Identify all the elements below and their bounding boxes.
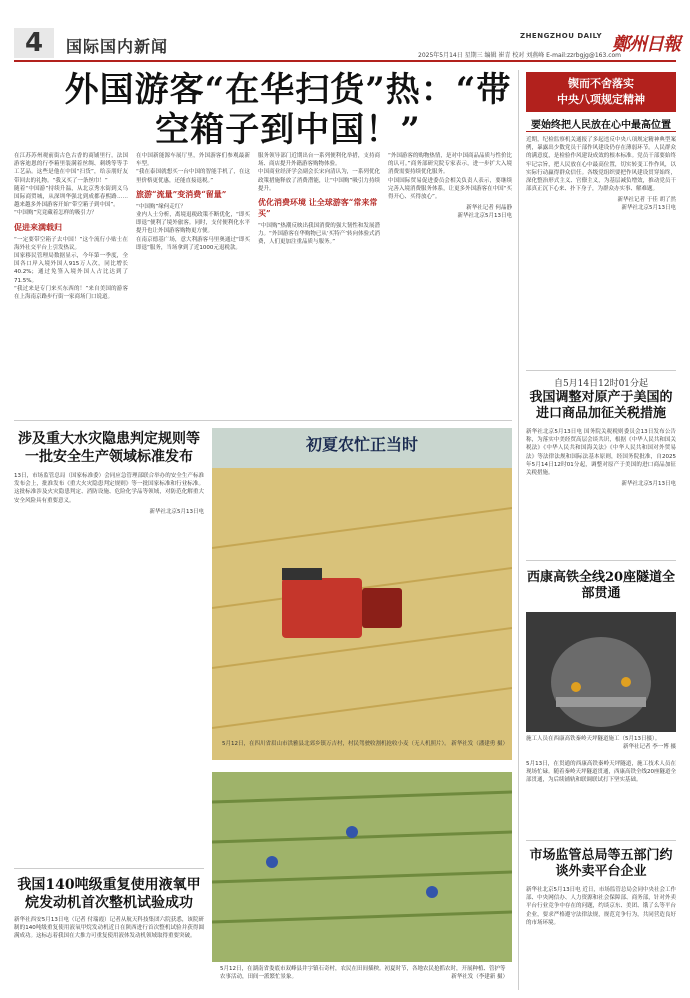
rice-planting-photo [212,772,512,962]
lead-paragraph: 随着“中国游”持续升温，从北京秀水街到义乌国际商贸城，从深圳华强北到成都春熙路……越来越多外国游客开始“带空箱子到中国”。 [14,185,128,209]
summer-photo-panel [212,428,512,760]
lead-paragraph: 中国国际贸易促进委员会相关负责人表示，要继续完善入境消费服务体系，让更多外国游客在中国“买得开心、买得放心”。 [388,177,512,201]
rail-caption [526,735,676,751]
section-title: 国际国内新闻 [66,37,169,56]
disaster-byline: 新华社北京5月13日电 [149,508,204,515]
lead-subhead: 旅游“流量”变消费“留量” [136,188,227,199]
summer-caption-text: 5月12日，在四川省眉山市洪雅县北郊乡镇万吉村，村民驾驶收割机抢收小麦（无人机照片）。 [222,741,450,747]
market-paragraph: 新华社北京5月13日电 近日，市场监管总局会同中央社会工作部、中央网信办、人力资源和社会保障部、商务部，针对外卖平台行业竞争中存在的问题，约谈京东、美团、饿了么等平台企业，要求严格遵守法律法规，规范竞争行为，共同营造良好的市场环境。 [526,887,676,926]
lead-paragraph: “一定要带空箱子去中国！”这个流行小贴士在海外社交平台上引发热议。 [14,236,128,251]
disaster-paragraph: 13日，市场监管总局（国家标准委）会同应急管理部联合举办的安全生产标准发布会上，批准发布《重大火灾隐患判定规则》等一批国家标准和行业标准。这批标准涉及火灾隐患判定、消防设施、危险化学品等领域，对防范化解重大安全风险具有重要意义。 [14,473,204,504]
rail-paragraph: 5月13日，在贯通的西康高铁秦岭天坪隧道，施工技术人员在现场忙碌。随着秦岭天坪隧道贯通，西康高铁全线20座隧道全部贯通，为后续铺轨和联调联试打下坚实基础。 [526,761,677,784]
right-article-body [526,136,676,211]
lead-byline: 新华社记者 何晶静 新华社北京5月13日电 [457,205,512,220]
tariff-paragraph: 新华社北京5月13日电 国务院关税税则委员会13日发布公告称，为落实中美经贸高层会谈共识，根据《中华人民共和国关税法》《中华人民共和国海关法》《中华人民共和国对外贸易法》等法律法规和国际法基本原则，经国务院批准，自2025年5月14日12时01分起，调整对原产于美国的进口商品加征关税措施。 [526,429,676,477]
lead-column-3 [258,152,380,247]
issue-meta: 2025年5月14日 星期三 编辑 崔青 校对 刘燕峰 E-mail:zzrbgjg@163.com [418,52,622,59]
lead-paragraph: “我过来是专门来买东西的！”来自美国的游客在上海南京路步行街一家商场门口说道。 [14,285,128,301]
market-body [526,886,676,927]
lead-paragraph: “中国购”缘何走红？ [136,203,186,210]
lead-subhead: 促进来满载归 [14,221,62,232]
lead-paragraph: “我在泰国就想买一台中国的智能手机了，在这里价格更优惠，还能直接退税。” [136,169,250,184]
column-divider [518,70,519,990]
hydrogen-body [14,916,204,941]
rail-body [526,760,676,785]
lead-paragraph: 在南京德基广场，意大利游客马里奥通过“即买即退”服务，当场拿到了近1000元退税款。 [136,236,250,251]
summer-caption-1 [222,740,508,748]
section-divider [14,420,512,421]
disaster-body [14,472,204,515]
section-divider [526,840,676,841]
lead-paragraph: 在江苏苏州观前街古色古香的商铺里行，法国游客迪恩的行李箱里装满着丝绸、刺绣等等手工艺品。这些是他在中国“扫货”，给亲朋好友带回去的礼物。“我又买了一条丝巾！” [14,153,128,184]
lead-paragraph: “中国购”究竟藏着怎样的吸引力？ [14,210,97,217]
summer-caption-2 [220,965,508,981]
paper-logo: 鄭州日報 [612,34,680,55]
rail-caption-text: 施工人员在西康高铁秦岭天坪隧道施工（5月13日摄）。 [526,736,661,742]
section-divider [526,370,676,371]
tunnel-image [526,612,676,732]
header-rule [14,60,676,62]
tariff-body [526,428,676,487]
rice-field-image [212,772,512,962]
title-rule [526,131,676,132]
right-article-paragraph: 近期，纪检监察机关通报了多起违反中央八项规定精神典型案例，暴露出少数党员干部作风建设仍存在薄弱环节。人民群众的满意度，是检验作风建设成效的根本标准。党员干部要始终牢记宗旨，把人民放在心中最高位置，切实转变工作作风，以实际行动赢得群众信任。各级党组织要把作风建设贯穿始终，深化整治形式主义、官僚主义，为基层减负增效，推动党员干部真正沉下心来、扑下身子，为群众办实事、解难题。 [526,137,676,193]
right-article-byline: 新华社记者 于佳 胡了然 新华社北京5月13日电 [617,197,676,212]
tariff-title: 我国调整对原产于美国的进口商品加征关税措施 [529,390,673,421]
page-number: 4 [14,28,54,58]
lead-paragraph: “外国游客的购物热情，是对中国商品品质与性价比的认可。”商务部研究院专家表示，进一步扩大入境消费需要持续优化服务。 [388,153,512,176]
tariff-byline: 新华社北京5月13日电 [621,481,676,488]
lead-paragraph: 在中国新能源车展厅里，外国游客们参观最新车型。 [136,153,250,168]
rail-photo [526,612,676,732]
lead-column-4 [388,152,512,219]
rail-title: 西康高铁全线20座隧道全部贯通 [526,570,676,601]
lead-subhead: 优化消费环境 让全球游客“常来常买” [258,197,378,219]
section-divider [14,868,204,869]
summer-title: 初夏农忙正当时 [305,435,418,454]
right-article-title: 要始终把人民放在心中最高位置 [531,120,671,131]
rail-credit: 新华社记者 李一博 摄 [623,744,676,750]
lead-paragraph: “中国购”热潮反映出我国消费的强大韧性和发展潜力。“外国游客在华购物已从‘买特产’转向体验式消费，人们更加注重品质与服务。” [258,223,380,246]
section-divider [526,560,676,561]
page-header [0,0,690,64]
hydrogen-paragraph: 新华社西安5月13日电（记者 付瑞霞）记者从航天科技集团六院获悉，该院研制的140吨级重复使用液氧甲烷发动机近日在陕西进行首次整机试验并获得圆满成功。这标志着我国在大推力可重复使用液体发动机领域取得重要突破。 [14,917,204,940]
wheat-field-photo [212,428,512,760]
market-title: 市场监管总局等五部门约谈外卖平台企业 [529,848,673,879]
disaster-title: 涉及重大水灾隐患判定规则等一批安全生产领域标准发布 [18,431,200,465]
red-banner: 锲而不舍落实 中央八项规定精神 [526,72,676,112]
summer-credit: 新华社发（李建新 摄） [451,974,508,980]
lead-paragraph: 中国商业经济学会副会长宋向清认为，一系列优化政策措施释放了消费潜能，让“中国购”吸引力持续提升。 [258,169,380,192]
tariff-kicker: 自5月14日12时01分起 [553,379,649,389]
lead-column-2 [136,152,250,252]
lead-paragraph: 服务领导部门近期出台一系列便利化举措，支持商场、商店提升外籍游客购物体验。 [258,153,380,168]
lead-paragraph: 业内人士分析，离境退税政策不断优化，“即买即退”便利了境外旅客。同时，支付便利化水平提升也让外国游客购物更方便。 [136,212,250,235]
paper-en-name: ZHENGZHOU DAILY [520,32,603,40]
lead-column-1 [14,152,128,301]
lead-paragraph: 国家移民管理局数据显示，今年第一季度，全国各口岸入境外国人915万人次，同比增长40.2%；通过免签入境外国人占比达到了71.5%。 [14,253,128,284]
lead-headline: 外国游客“在华扫货”热：“带空箱子到中国！” [64,70,512,150]
hydrogen-title: 我国140吨级重复使用液氧甲烷发动机首次整机试验成功 [17,877,201,911]
summer-credit: 新华社发（潘建勇 摄） [451,741,508,747]
summer-caption-text: 5月12日，在湖南省娄底市双峰县井字镇石奇村，农民在田间插秧。初夏时节，各地农民抢抓农时，开展种植、管护等农事活动，田间一派繁忙景象。 [220,966,506,980]
